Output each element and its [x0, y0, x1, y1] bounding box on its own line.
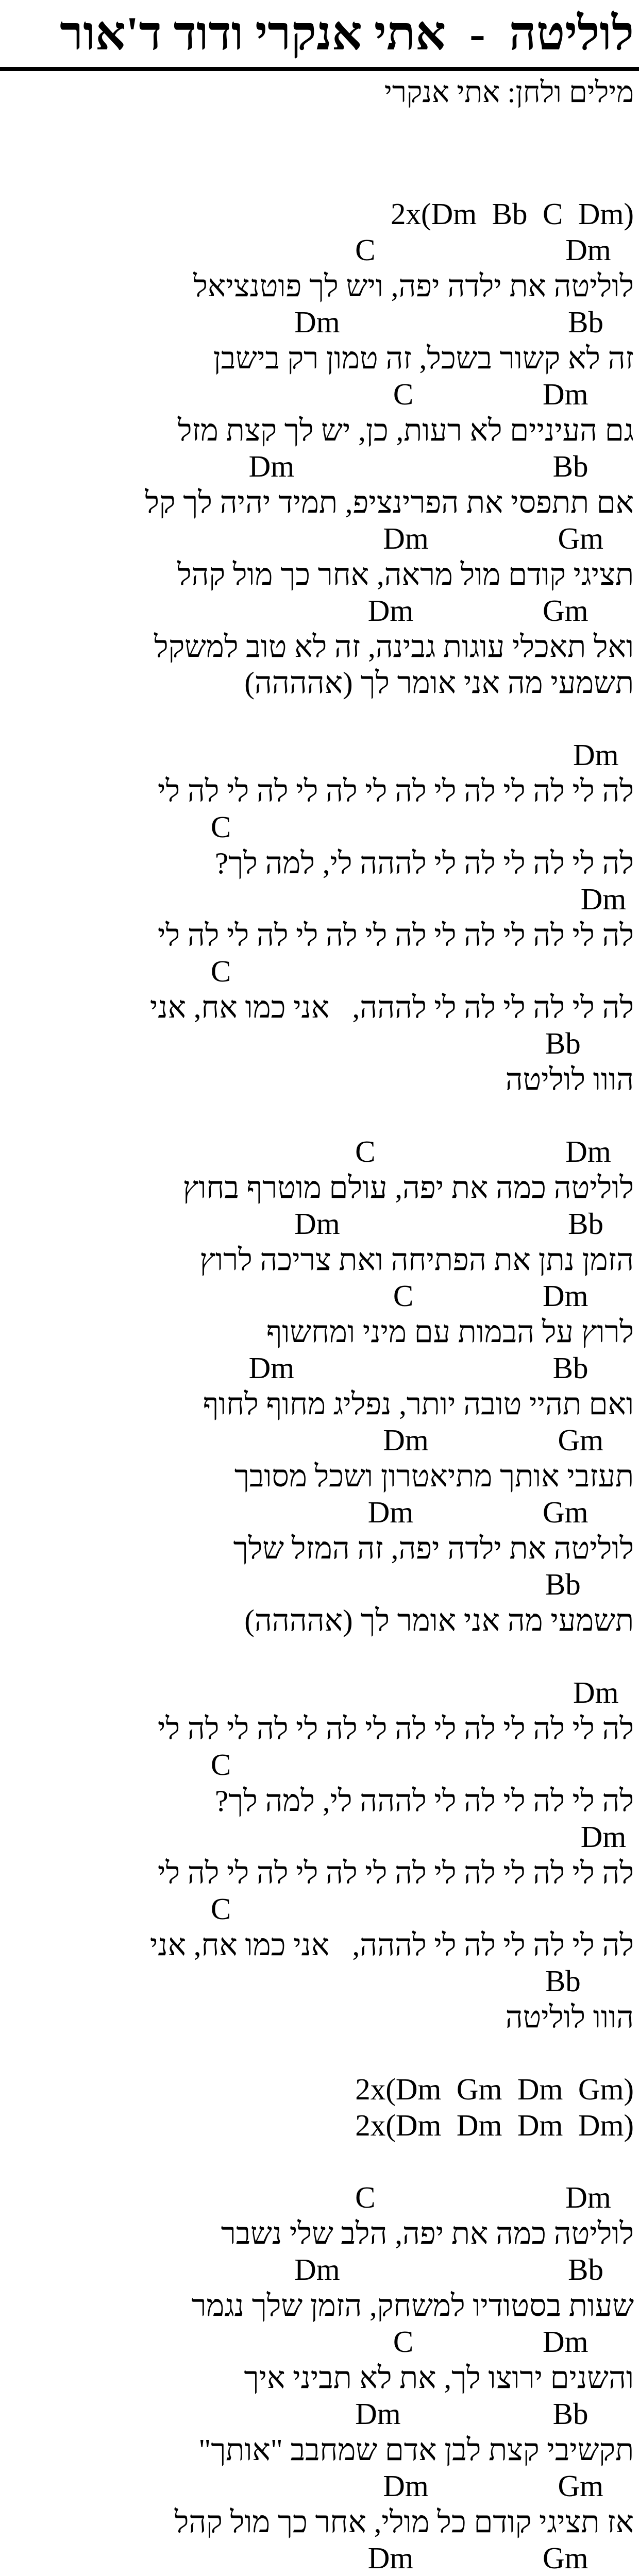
lyric-line: אז תציגי קודם כל מולי, אחר כך מול קהל	[174, 2505, 634, 2539]
lyric-line: הזמן נתן את הפתיחה ואת צריכה לרוץ	[199, 1243, 634, 1277]
lyric-line: תשמעי מה אני אומר לך (אהההה)	[244, 666, 634, 700]
chord-line: C Dm	[393, 1279, 634, 1313]
chord-line: C Dm	[393, 377, 634, 411]
lyric-line: לה לי לה לי לה לי לההה, אני כמו אח, אני	[149, 1928, 634, 1962]
chord-line: C Dm	[355, 1134, 634, 1168]
page-title: לוליטה - אתי אנקרי ודוד ד'אור	[60, 7, 634, 60]
chord-line: Dm Gm	[367, 2541, 634, 2575]
chord-line: Dm Gm	[367, 594, 634, 628]
song-credits: מילים ולחן: אתי אנקרי	[384, 76, 634, 109]
lyric-line: לרוץ על הבמות עם מיני ומחשוף	[266, 1315, 634, 1349]
chord-line: C Dm	[355, 2180, 634, 2214]
lyric-line: הווו לוליטה	[505, 2000, 634, 2034]
chord-line: C	[210, 810, 634, 844]
lyric-line: תקשיבי קצת לבן אדם שמחבב "אותך"	[198, 2433, 634, 2467]
chord-line: Dm Bb	[355, 2397, 634, 2431]
lyric-line: לה לי לה לי לה לי לההה לי, למה לך?	[214, 846, 634, 880]
chord-line: C	[210, 1892, 634, 1926]
lyric-line: ואם תהיי טובה יותר, נפליג מחוף לחוף	[203, 1387, 634, 1421]
lyric-line: לה לי לה לי לה לי לההה, אני כמו אח, אני	[149, 990, 634, 1024]
chord-progression: 2x(Dm Bb C Dm)	[391, 197, 634, 231]
chord-line: Bb	[545, 1964, 634, 1998]
chord-line: Dm Gm	[383, 1423, 634, 1457]
lyric-line: לה לי לה לי לה לי לה לי לה לי לה לי לה לי	[150, 1711, 634, 1745]
lyric-line: הווו לוליטה	[505, 1062, 634, 1096]
lyric-line: ואל תאכלי עוגות גבינה, זה לא טוב למשקל	[154, 630, 634, 664]
chord-line: C Dm	[355, 233, 634, 267]
lyric-line: והשנים ירוצו לך, את לא תביני איך	[244, 2361, 634, 2395]
chord-line: Dm Bb	[294, 305, 634, 339]
chord-line: Bb	[545, 1026, 634, 1060]
chord-line: Dm	[573, 738, 634, 772]
chord-line: Dm Gm	[383, 521, 634, 555]
lyric-line: תציגי קודם מול מראה, אחר כך מול קהל	[177, 557, 634, 591]
chord-line: Dm Bb	[248, 1351, 634, 1385]
chord-line: Dm	[580, 882, 634, 916]
chord-line: Dm Gm	[367, 1495, 634, 1529]
lyric-line: תשמעי מה אני אומר לך (אהההה)	[244, 1603, 634, 1637]
chord-line: C	[210, 1748, 634, 1782]
lyric-line: לה לי לה לי לה לי לה לי לה לי לה לי לה לי	[150, 918, 634, 952]
lyric-line: לוליטה כמה את יפה, עולם מוטרף בחוץ	[182, 1171, 634, 1205]
lyric-line: לה לי לה לי לה לי לה לי לה לי לה לי לה לי	[150, 774, 634, 808]
chord-line: Dm Bb	[294, 1207, 634, 1241]
chord-progression: 2x(Dm Dm Dm Dm)	[355, 2108, 634, 2142]
lyric-line: לוליטה כמה את יפה, הלב שלי נשבר	[221, 2216, 634, 2250]
chord-line: C	[210, 954, 634, 988]
lyric-line: זה לא קשור בשכל, זה טמון רק בישבן	[213, 341, 634, 375]
chord-progression: 2x(Dm Gm Dm Gm)	[355, 2072, 634, 2106]
lyric-line: שעות בסטודיו למשחק, הזמן שלך נגמר	[191, 2289, 634, 2323]
chord-line: Dm	[573, 1675, 634, 1709]
lyric-line: לה לי לה לי לה לי לההה לי, למה לך?	[214, 1784, 634, 1818]
lyric-line: גם העיניים לא רעות, כן, יש לך קצת מזל	[177, 413, 634, 447]
lyric-line: לוליטה את ילדה יפה, זה המזל שלך	[233, 1531, 634, 1565]
lyric-line: תעזבי אותך מתיאטרון ושכל מסובך	[234, 1459, 634, 1493]
chord-line: Dm Gm	[383, 2469, 634, 2503]
chord-line: C Dm	[393, 2325, 634, 2359]
chord-line: Dm Bb	[248, 449, 634, 483]
chord-line: Bb	[545, 1567, 634, 1601]
chord-line: Dm Bb	[294, 2252, 634, 2286]
lyric-line: אם תתפסי את הפרינציפ, תמיד יהיה לך קל	[145, 485, 634, 519]
lyric-line: לה לי לה לי לה לי לה לי לה לי לה לי לה לי	[150, 1856, 634, 1890]
lyric-line: לוליטה את ילדה יפה, ויש לך פוטנציאל	[193, 269, 634, 303]
chord-line: Dm	[580, 1820, 634, 1854]
